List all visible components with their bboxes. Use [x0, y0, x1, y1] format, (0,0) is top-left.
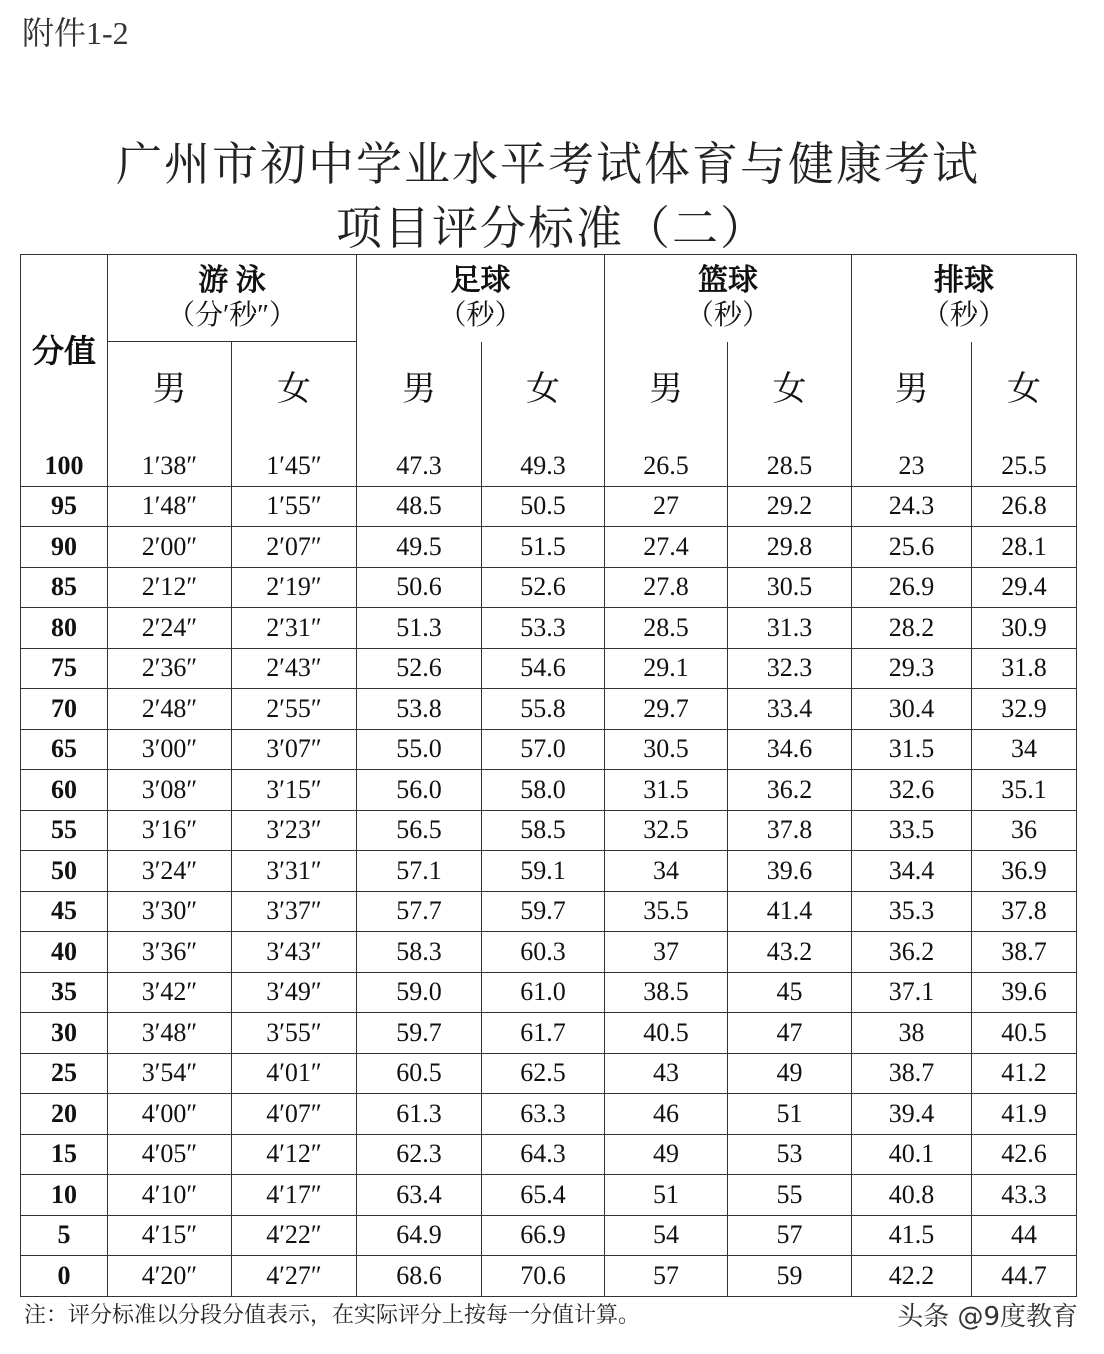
- table-row: [21, 1134, 1077, 1175]
- value-cell: 32.3: [728, 648, 852, 689]
- female-header: 女: [232, 342, 357, 447]
- table-row: [21, 932, 1077, 973]
- value-cell: 3′30″: [108, 891, 232, 932]
- value-cell: 58.0: [482, 770, 605, 811]
- score-cell: 5: [21, 1215, 108, 1256]
- value-cell: 58.5: [482, 810, 605, 851]
- table-row: [21, 1053, 1077, 1094]
- value-cell: 29.8: [728, 527, 852, 568]
- table-row: [21, 972, 1077, 1013]
- table-row: [21, 729, 1077, 770]
- value-cell: 3′55″: [232, 1013, 357, 1054]
- value-cell: 52.6: [357, 648, 482, 689]
- value-cell: 60.5: [357, 1053, 482, 1094]
- value-cell: 4′17″: [232, 1175, 357, 1216]
- value-cell: 66.9: [482, 1215, 605, 1256]
- value-cell: 40.1: [852, 1134, 972, 1175]
- value-cell: 59.1: [482, 851, 605, 892]
- value-cell: 33.5: [852, 810, 972, 851]
- value-cell: 35.1: [972, 770, 1077, 811]
- value-cell: 26.5: [605, 446, 728, 486]
- value-cell: 2′07″: [232, 527, 357, 568]
- value-cell: 29.2: [728, 486, 852, 527]
- score-cell: 40: [21, 932, 108, 973]
- table-row: [21, 446, 1077, 486]
- value-cell: 41.5: [852, 1215, 972, 1256]
- value-cell: 61.7: [482, 1013, 605, 1054]
- value-cell: 38: [852, 1013, 972, 1054]
- male-header: 男: [357, 342, 482, 447]
- value-cell: 3′49″: [232, 972, 357, 1013]
- table-row: [21, 527, 1077, 568]
- value-cell: 36: [972, 810, 1077, 851]
- value-cell: 4′01″: [232, 1053, 357, 1094]
- score-header: 分值: [21, 255, 108, 447]
- value-cell: 30.4: [852, 689, 972, 730]
- table-row: [21, 608, 1077, 649]
- value-cell: 37.8: [972, 891, 1077, 932]
- value-cell: 47.3: [357, 446, 482, 486]
- value-cell: 49.3: [482, 446, 605, 486]
- value-cell: 32.6: [852, 770, 972, 811]
- value-cell: 53.3: [482, 608, 605, 649]
- group-name: 游 泳: [198, 264, 266, 297]
- value-cell: 4′22″: [232, 1215, 357, 1256]
- document-title-line2: 项目评分标准（二）: [336, 203, 768, 254]
- value-cell: 32.9: [972, 689, 1077, 730]
- value-cell: 50.5: [482, 486, 605, 527]
- value-cell: 45: [728, 972, 852, 1013]
- value-cell: 39.6: [728, 851, 852, 892]
- score-cell: 100: [21, 446, 108, 486]
- value-cell: 57: [728, 1215, 852, 1256]
- value-cell: 2′48″: [108, 689, 232, 730]
- group-header-volleyball: [852, 255, 1077, 342]
- table-row: [21, 486, 1077, 527]
- table-row: [21, 770, 1077, 811]
- value-cell: 24.3: [852, 486, 972, 527]
- male-header: 男: [605, 342, 728, 447]
- value-cell: 59.7: [357, 1013, 482, 1054]
- watermark: 头条 @9度教育: [897, 1302, 1078, 1332]
- value-cell: 4′05″: [108, 1134, 232, 1175]
- value-cell: 34.6: [728, 729, 852, 770]
- value-cell: 26.8: [972, 486, 1077, 527]
- value-cell: 31.5: [605, 770, 728, 811]
- value-cell: 59.0: [357, 972, 482, 1013]
- value-cell: 2′43″: [232, 648, 357, 689]
- value-cell: 27: [605, 486, 728, 527]
- score-cell: 55: [21, 810, 108, 851]
- value-cell: 4′00″: [108, 1094, 232, 1135]
- value-cell: 56.5: [357, 810, 482, 851]
- group-name: 篮球: [698, 264, 759, 297]
- value-cell: 68.6: [357, 1256, 482, 1297]
- value-cell: 58.3: [357, 932, 482, 973]
- value-cell: 30.5: [605, 729, 728, 770]
- value-cell: 2′19″: [232, 567, 357, 608]
- value-cell: 4′07″: [232, 1094, 357, 1135]
- value-cell: 61.0: [482, 972, 605, 1013]
- value-cell: 48.5: [357, 486, 482, 527]
- value-cell: 41.9: [972, 1094, 1077, 1135]
- value-cell: 4′27″: [232, 1256, 357, 1297]
- score-cell: 45: [21, 891, 108, 932]
- value-cell: 31.5: [852, 729, 972, 770]
- value-cell: 40.5: [972, 1013, 1077, 1054]
- value-cell: 55.8: [482, 689, 605, 730]
- value-cell: 1′45″: [232, 446, 357, 486]
- value-cell: 49: [728, 1053, 852, 1094]
- value-cell: 33.4: [728, 689, 852, 730]
- value-cell: 1′48″: [108, 486, 232, 527]
- value-cell: 3′43″: [232, 932, 357, 973]
- value-cell: 65.4: [482, 1175, 605, 1216]
- value-cell: 4′20″: [108, 1256, 232, 1297]
- score-cell: 60: [21, 770, 108, 811]
- score-cell: 25: [21, 1053, 108, 1094]
- group-header-swimming: [108, 255, 357, 342]
- female-header: 女: [728, 342, 852, 447]
- value-cell: 28.5: [605, 608, 728, 649]
- value-cell: 32.5: [605, 810, 728, 851]
- value-cell: 2′12″: [108, 567, 232, 608]
- group-unit: （秒）: [438, 300, 523, 331]
- value-cell: 29.3: [852, 648, 972, 689]
- footnote: 注：评分标准以分段分值表示，在实际评分上按每一分值计算。: [24, 1303, 641, 1328]
- value-cell: 28.2: [852, 608, 972, 649]
- score-cell: 20: [21, 1094, 108, 1135]
- value-cell: 2′55″: [232, 689, 357, 730]
- table-row: [21, 1175, 1077, 1216]
- value-cell: 35.3: [852, 891, 972, 932]
- value-cell: 2′24″: [108, 608, 232, 649]
- table-row: [21, 1215, 1077, 1256]
- value-cell: 36.2: [728, 770, 852, 811]
- table-row: [21, 851, 1077, 892]
- value-cell: 3′23″: [232, 810, 357, 851]
- value-cell: 27.4: [605, 527, 728, 568]
- value-cell: 51: [605, 1175, 728, 1216]
- score-cell: 70: [21, 689, 108, 730]
- value-cell: 42.6: [972, 1134, 1077, 1175]
- group-name: 足球: [450, 264, 511, 297]
- table-row: [21, 567, 1077, 608]
- score-cell: 65: [21, 729, 108, 770]
- value-cell: 3′48″: [108, 1013, 232, 1054]
- value-cell: 25.5: [972, 446, 1077, 486]
- value-cell: 64.9: [357, 1215, 482, 1256]
- value-cell: 3′54″: [108, 1053, 232, 1094]
- value-cell: 54.6: [482, 648, 605, 689]
- value-cell: 51.3: [357, 608, 482, 649]
- value-cell: 2′31″: [232, 608, 357, 649]
- score-cell: 90: [21, 527, 108, 568]
- male-header: 男: [852, 342, 972, 447]
- group-name: 排球: [934, 264, 995, 297]
- value-cell: 1′55″: [232, 486, 357, 527]
- value-cell: 53.8: [357, 689, 482, 730]
- value-cell: 37.1: [852, 972, 972, 1013]
- value-cell: 57.1: [357, 851, 482, 892]
- value-cell: 62.5: [482, 1053, 605, 1094]
- value-cell: 63.3: [482, 1094, 605, 1135]
- value-cell: 3′31″: [232, 851, 357, 892]
- value-cell: 3′15″: [232, 770, 357, 811]
- value-cell: 51: [728, 1094, 852, 1135]
- value-cell: 3′16″: [108, 810, 232, 851]
- value-cell: 59.7: [482, 891, 605, 932]
- value-cell: 47: [728, 1013, 852, 1054]
- value-cell: 39.6: [972, 972, 1077, 1013]
- group-unit: （秒）: [686, 300, 771, 331]
- value-cell: 43: [605, 1053, 728, 1094]
- value-cell: 4′10″: [108, 1175, 232, 1216]
- value-cell: 25.6: [852, 527, 972, 568]
- value-cell: 3′42″: [108, 972, 232, 1013]
- female-header: 女: [482, 342, 605, 447]
- value-cell: 55: [728, 1175, 852, 1216]
- value-cell: 57.7: [357, 891, 482, 932]
- score-cell: 85: [21, 567, 108, 608]
- table-row: [21, 1256, 1077, 1297]
- score-cell: 75: [21, 648, 108, 689]
- value-cell: 54: [605, 1215, 728, 1256]
- value-cell: 2′00″: [108, 527, 232, 568]
- score-cell: 10: [21, 1175, 108, 1216]
- value-cell: 39.4: [852, 1094, 972, 1135]
- value-cell: 29.4: [972, 567, 1077, 608]
- value-cell: 29.7: [605, 689, 728, 730]
- value-cell: 3′36″: [108, 932, 232, 973]
- value-cell: 41.2: [972, 1053, 1077, 1094]
- value-cell: 64.3: [482, 1134, 605, 1175]
- value-cell: 59: [728, 1256, 852, 1297]
- value-cell: 51.5: [482, 527, 605, 568]
- score-cell: 30: [21, 1013, 108, 1054]
- scoring-standard-table: [20, 254, 1077, 1297]
- score-cell: 15: [21, 1134, 108, 1175]
- value-cell: 35.5: [605, 891, 728, 932]
- table-row: [21, 648, 1077, 689]
- value-cell: 34: [972, 729, 1077, 770]
- value-cell: 28.5: [728, 446, 852, 486]
- table-row: [21, 1094, 1077, 1135]
- value-cell: 55.0: [357, 729, 482, 770]
- value-cell: 3′00″: [108, 729, 232, 770]
- value-cell: 40.5: [605, 1013, 728, 1054]
- male-header: 男: [108, 342, 232, 447]
- value-cell: 44: [972, 1215, 1077, 1256]
- value-cell: 42.2: [852, 1256, 972, 1297]
- table-row: [21, 891, 1077, 932]
- value-cell: 34.4: [852, 851, 972, 892]
- group-unit: （分′秒″）: [167, 300, 297, 331]
- value-cell: 26.9: [852, 567, 972, 608]
- score-cell: 95: [21, 486, 108, 527]
- value-cell: 52.6: [482, 567, 605, 608]
- value-cell: 3′37″: [232, 891, 357, 932]
- value-cell: 57: [605, 1256, 728, 1297]
- value-cell: 23: [852, 446, 972, 486]
- value-cell: 3′08″: [108, 770, 232, 811]
- value-cell: 2′36″: [108, 648, 232, 689]
- value-cell: 30.5: [728, 567, 852, 608]
- value-cell: 38.5: [605, 972, 728, 1013]
- value-cell: 36.9: [972, 851, 1077, 892]
- value-cell: 31.3: [728, 608, 852, 649]
- value-cell: 31.8: [972, 648, 1077, 689]
- value-cell: 60.3: [482, 932, 605, 973]
- value-cell: 43.3: [972, 1175, 1077, 1216]
- score-cell: 50: [21, 851, 108, 892]
- group-header-football: [357, 255, 605, 342]
- value-cell: 38.7: [972, 932, 1077, 973]
- value-cell: 61.3: [357, 1094, 482, 1135]
- value-cell: 36.2: [852, 932, 972, 973]
- value-cell: 37.8: [728, 810, 852, 851]
- value-cell: 1′38″: [108, 446, 232, 486]
- score-cell: 80: [21, 608, 108, 649]
- table-row: [21, 1013, 1077, 1054]
- table-row: [21, 689, 1077, 730]
- value-cell: 53: [728, 1134, 852, 1175]
- value-cell: 43.2: [728, 932, 852, 973]
- value-cell: 38.7: [852, 1053, 972, 1094]
- value-cell: 37: [605, 932, 728, 973]
- value-cell: 57.0: [482, 729, 605, 770]
- score-cell: 0: [21, 1256, 108, 1297]
- attachment-label: 附件1-2: [22, 15, 129, 51]
- value-cell: 4′15″: [108, 1215, 232, 1256]
- value-cell: 40.8: [852, 1175, 972, 1216]
- value-cell: 49.5: [357, 527, 482, 568]
- value-cell: 41.4: [728, 891, 852, 932]
- value-cell: 62.3: [357, 1134, 482, 1175]
- value-cell: 56.0: [357, 770, 482, 811]
- value-cell: 46: [605, 1094, 728, 1135]
- score-cell: 35: [21, 972, 108, 1013]
- value-cell: 4′12″: [232, 1134, 357, 1175]
- value-cell: 3′24″: [108, 851, 232, 892]
- value-cell: 29.1: [605, 648, 728, 689]
- value-cell: 44.7: [972, 1256, 1077, 1297]
- table-row: [21, 810, 1077, 851]
- group-header-basketball: [605, 255, 852, 342]
- value-cell: 63.4: [357, 1175, 482, 1216]
- female-header: 女: [972, 342, 1077, 447]
- value-cell: 27.8: [605, 567, 728, 608]
- value-cell: 34: [605, 851, 728, 892]
- value-cell: 50.6: [357, 567, 482, 608]
- value-cell: 49: [605, 1134, 728, 1175]
- document-title-line1: 广州市初中学业水平考试体育与健康考试: [116, 139, 980, 190]
- value-cell: 3′07″: [232, 729, 357, 770]
- value-cell: 70.6: [482, 1256, 605, 1297]
- value-cell: 30.9: [972, 608, 1077, 649]
- group-unit: （秒）: [922, 300, 1007, 331]
- value-cell: 28.1: [972, 527, 1077, 568]
